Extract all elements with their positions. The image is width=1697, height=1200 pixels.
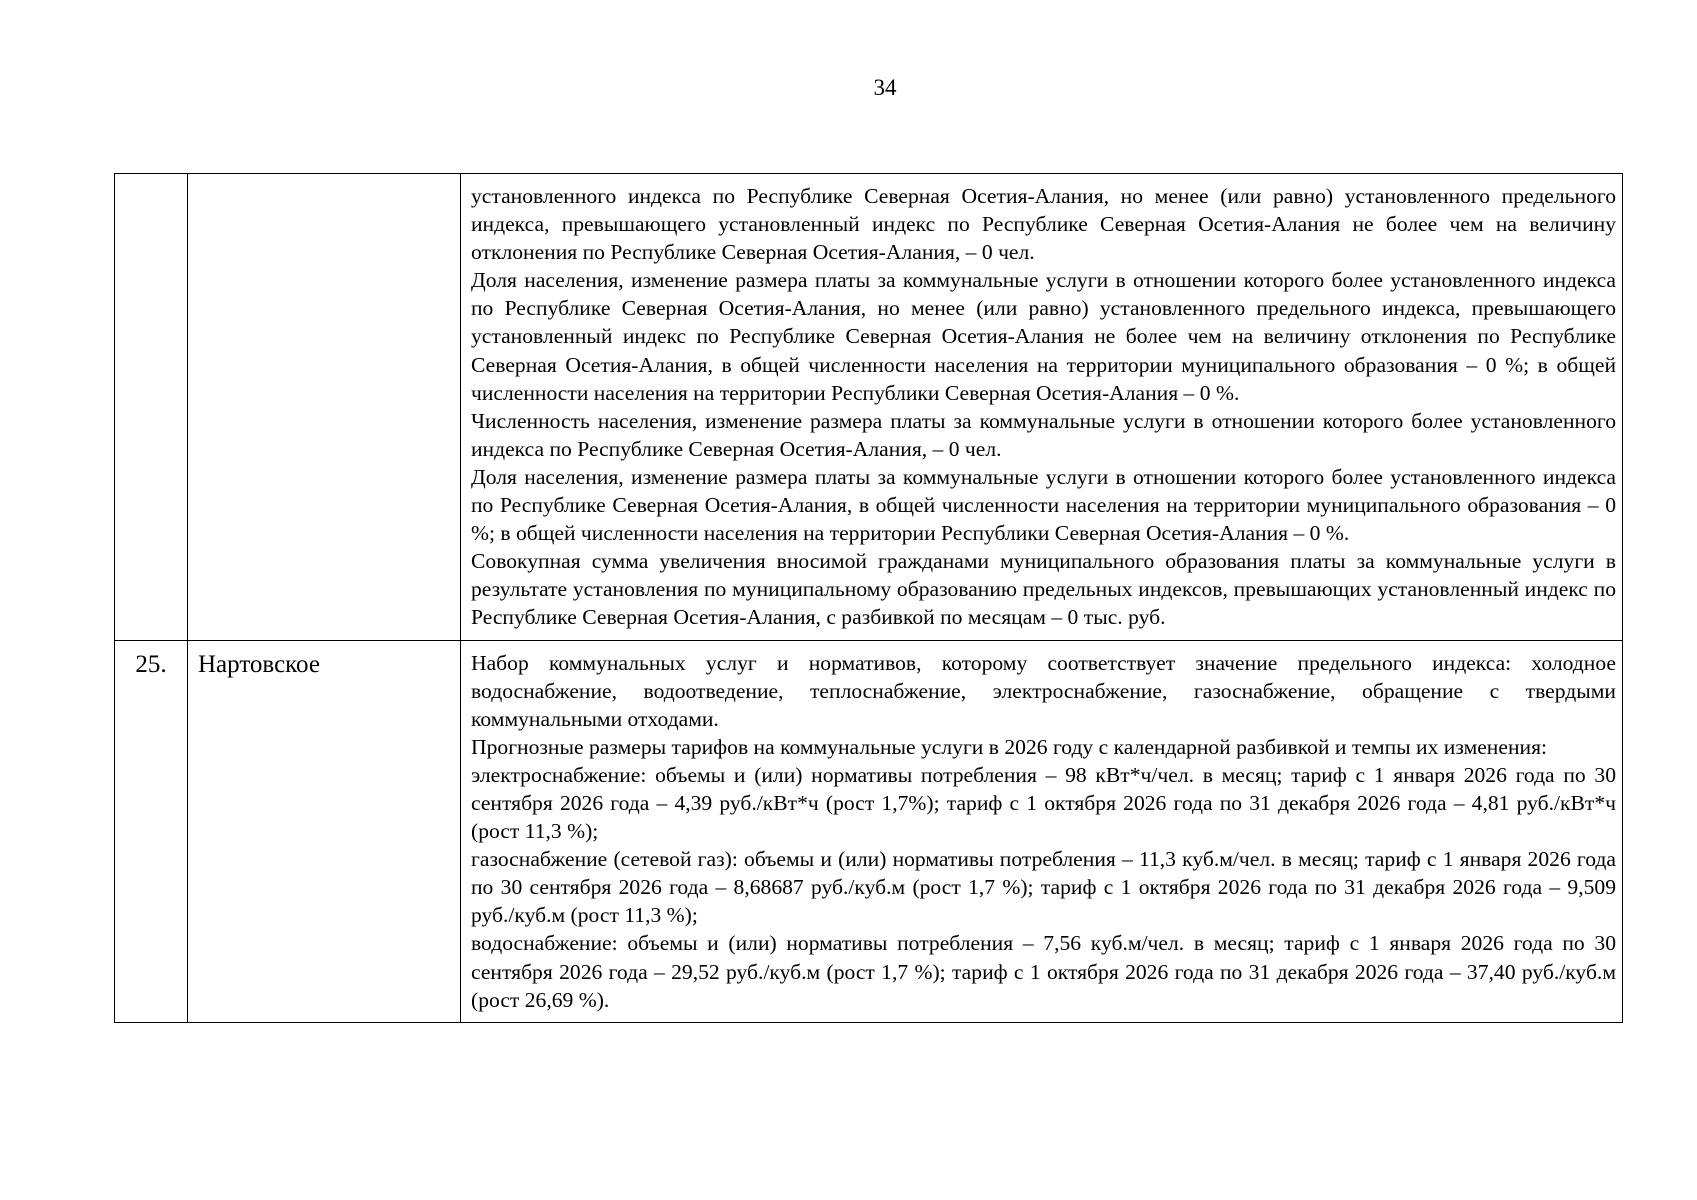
paragraph: газоснабжение (сетевой газ): объемы и (или) нормативы потребления – 11,3 куб.м/чел. в месяц; тариф с 1 января 2026 года по 30 сентября 2026 года – 8,68687 руб./куб.м (рост 1,7 %); тариф с 1 октября 2026 года по 31 декабря 2026 года – 9,509 руб./куб.м (рост 11,3 %); [471,847,1616,928]
paragraph: Прогнозные размеры тарифов на коммунальные услуги в 2026 году с календарной разбивкой и темпы их изменения: [471,734,1547,759]
paragraph: Набор коммунальных услуг и нормативов, которому соответствует значение предельного индекса: холодное водоснабжение, водоотведение, теплоснабжение, электроснабжение, газоснабжение, обращение с твердыми коммунальными отходами. [471,650,1616,731]
table-row [115,174,1623,641]
paragraph: Совокупная сумма увеличения вносимой гражданами муниципального образования платы за коммунальные услуги в результате установления по муниципальному образованию предельных индексов, превышающих установленный индекс по Республике Северная Осетия-Алания, с разбивкой по месяцам – 0 тыс. руб. [471,549,1616,630]
paragraph: Численность населения, изменение размера платы за коммунальные услуги в отношении которого более установленного индекса по Республике Северная Осетия-Алания, – 0 чел. [471,408,1616,461]
municipality-name-cell [188,174,461,641]
document-table [114,173,1623,1023]
table-row [115,640,1623,1022]
description-cell [461,640,1623,1022]
page-number: 34 [873,75,897,100]
paragraph: установленного индекса по Республике Северная Осетия-Алания, но менее (или равно) установленного предельного индекса, превышающего установленный индекс по Республике Северная Осетия-Алания не более чем на величину отклонения по Республике Северная Осетия-Алания, – 0 чел. [471,184,1616,265]
municipality-name-cell: Нартовское [188,640,461,1022]
paragraph: водоснабжение: объемы и (или) нормативы потребления – 7,56 куб.м/чел. в месяц; тариф с 1 января 2026 года по 30 сентября 2026 года – 29,52 руб./куб.м (рост 1,7 %); тариф с 1 октября 2026 года по 31 декабря 2026 года – 37,40 руб./куб.м (рост 26,69 %). [471,931,1616,1012]
description-cell [461,174,1623,641]
paragraph: Доля населения, изменение размера платы за коммунальные услуги в отношении которого более установленного индекса по Республике Северная Осетия-Алания, в общей численности населения на территории муниципального образования – 0 %; в общей численности населения на территории Республики Северная Осетия-Алания – 0 %. [471,464,1616,546]
row-number-cell [115,174,188,641]
paragraph: электроснабжение: объемы и (или) нормативы потребления – 98 кВт*ч/чел. в месяц; тариф с 1 января 2026 года по 30 сентября 2026 года – 4,39 руб./кВт*ч (рост 1,7%); тариф с 1 октября 2026 года по 31 декабря 2026 года – 4,81 руб./кВт*ч (рост 11,3 %); [471,762,1616,844]
paragraph: Доля населения, изменение размера платы за коммунальные услуги в отношении которого более установленного индекса по Республике Северная Осетия-Алания, но менее (или равно) установленного предельного индекса, превышающего установленный индекс по Республике Северная Осетия-Алания не более чем на величину отклонения по Республике Северная Осетия-Алания, в общей численности населения на территории муниципального образования – 0 %; в общей численности населения на территории Республики Северная Осетия-Алания – 0 %. [471,268,1616,405]
row-number-cell: 25. [115,640,188,1022]
